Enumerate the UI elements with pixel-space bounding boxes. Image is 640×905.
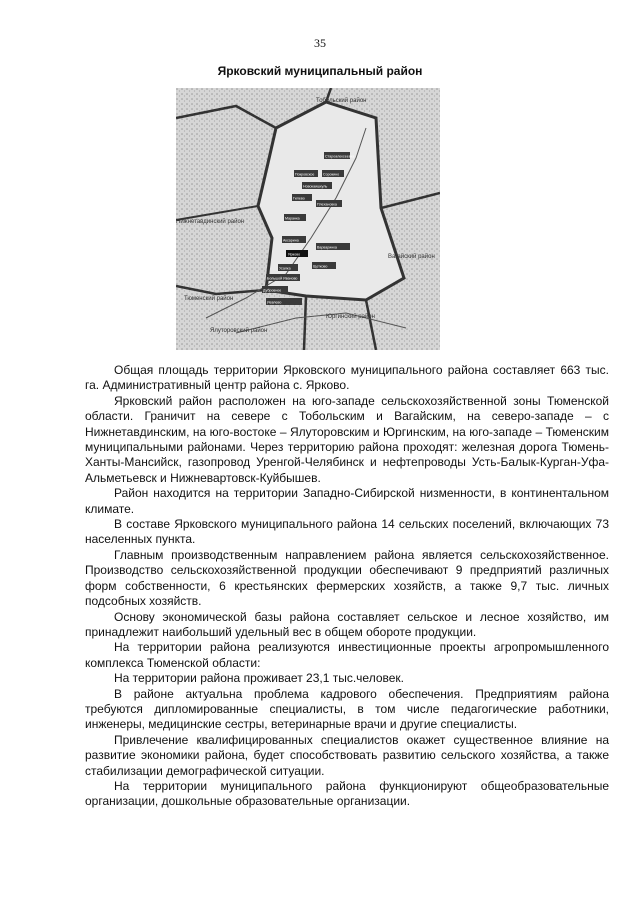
paragraph: На территории района проживает 23,1 тыс.человек. [114, 671, 405, 686]
settlement-label: Щетково [313, 264, 328, 269]
paragraph: Ярковский район расположен на юго-западе сельскохозяйственной зоны Тюменской области. Граничит на севере с Тобольским и Вагайским, на северо-западе – с Нижнетавдинским, на юго-востоке – Ялуторовским и Юргинским, на юго-западе – Тюменским муниципальными районами. Через территорию района проходят: железная дорога Тюмень-Ханты-Мансийск, газопровод Уренгой-Челябинск и нефтепроводы Усть-Балык-Курган-Уфа-Альметьевск и Нижневартовск-Куйбышев. [85, 393, 609, 485]
map-label-bottom-district-1: Ялуторовский район [210, 328, 268, 334]
settlement-label: Иевлево [267, 300, 282, 305]
settlement-label: Маранка [285, 216, 300, 221]
map-label-left-district: Нижнетавдинский район [176, 219, 245, 225]
district-map [176, 88, 440, 350]
paragraph: В районе актуальна проблема кадрового обеспечения. Предприятиям района требуются дипломированные специалисты, в том числе педагогические работники, инженеры, медицинские сестры, ветеринарные врачи и другие специалисты. [85, 686, 609, 732]
center-label: Ярково [288, 252, 301, 257]
paragraph: Привлечение квалифицированных специалистов окажет существенное влияние на развитие экономики района, будет способствовать развитию сельского хозяйства, а также стабилизации демографической ситуации. [85, 732, 609, 778]
settlement-label: Сорокино [323, 172, 340, 177]
settlement-label: Староалексеевка [325, 154, 355, 159]
page-number: 35 [314, 36, 326, 50]
settlement-label: Плехановка [317, 202, 337, 207]
settlement-label: Усалка [279, 266, 291, 271]
paragraph: Район находится на территории Западно-Сибирской низменности, в континентальном климате. [85, 486, 609, 516]
settlement-label: Новокаишкуль [303, 184, 328, 189]
settlement-label: Гилево [293, 196, 305, 201]
settlement-label: Дубровное [263, 288, 282, 293]
map-label-right-district: Вагайский район [388, 254, 435, 260]
paragraph: Основу экономической базы района составляет сельское и лесное хозяйство, им принадлежит наибольший удельный вес в общем обороте продукции. [85, 609, 609, 639]
settlement-label: Покровское [295, 172, 315, 177]
paragraph: На территории муниципального района функционируют общеобразовательные организации, дошкольные образовательные организации. [85, 778, 609, 809]
map-label-bottom-left-district: Тюменский район [184, 296, 234, 302]
paragraph: В составе Ярковского муниципального района 14 сельских поселений, включающих 73 населенных пункта. [85, 517, 609, 547]
page-title: Ярковский муниципальный район [217, 64, 423, 78]
paragraph: Общая площадь территории Ярковского муниципального района составляет 663 тыс. га. Административный центр района с. Ярково. [85, 363, 609, 393]
settlement-label: Варваринка [317, 245, 337, 250]
body-text [85, 363, 609, 810]
paragraph: На территории района реализуются инвестиционные проекты агропромышленного комплекса Тюменской области: [85, 640, 609, 670]
paragraph: Главным производственным направлением района является сельскохозяйственное. Производство сельскохозяйственной продукции обеспечивают 9 предприятий различных форм собственности, 6 крестьянских фермерских хозяйств, а также 9,7 тыс. личных подсобных хозяйств. [85, 547, 609, 609]
settlement-label: Аксарина [283, 238, 299, 243]
map-label-bottom-district-2: Юргинский район [326, 314, 375, 320]
map-label-top-district: Тобольский район [316, 98, 367, 104]
settlement-label: Большой Иваново [267, 276, 298, 281]
district-map-svg [176, 88, 440, 350]
